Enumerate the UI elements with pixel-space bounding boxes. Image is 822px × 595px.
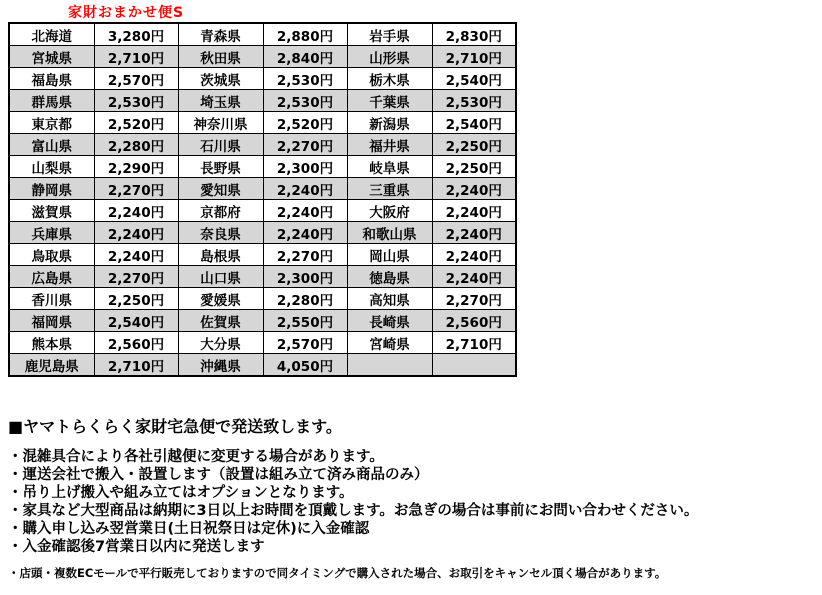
notes-bullets — [8, 448, 818, 556]
table-row — [9, 90, 516, 112]
table-row — [9, 288, 516, 310]
prefecture-cell: 高知県 — [347, 288, 432, 310]
table-row — [9, 310, 516, 332]
prefecture-cell: 長野県 — [178, 156, 263, 178]
prefecture-cell: 島根県 — [178, 244, 263, 266]
prefecture-cell: 岡山県 — [347, 244, 432, 266]
price-cell: 2,240円 — [94, 200, 178, 222]
prefecture-cell: 山形県 — [347, 46, 432, 68]
price-cell: 2,240円 — [432, 244, 516, 266]
table-row — [9, 266, 516, 288]
notes-section — [8, 414, 818, 581]
notes-heading: ■ヤマトらくらく家財宅急便で発送致します。 — [8, 417, 342, 436]
price-cell — [432, 354, 516, 377]
price-cell: 2,240円 — [263, 222, 347, 244]
note-bullet: ・吊り上げ搬入や組み立てはオプションとなります。 — [8, 485, 354, 501]
prefecture-cell: 宮崎県 — [347, 332, 432, 354]
prefecture-cell: 奈良県 — [178, 222, 263, 244]
prefecture-cell: 群馬県 — [9, 90, 94, 112]
prefecture-cell: 愛知県 — [178, 178, 263, 200]
price-cell: 2,240円 — [263, 178, 347, 200]
prefecture-cell: 茨城県 — [178, 68, 263, 90]
note-bullet: ・運送会社で搬入・設置します（設置は組み立て済み商品のみ） — [8, 467, 429, 483]
price-cell: 2,280円 — [263, 288, 347, 310]
price-cell: 2,570円 — [94, 68, 178, 90]
prefecture-cell: 青森県 — [178, 23, 263, 46]
note-bullet: ・混雑具合により各社引越便に変更する場合があります。 — [8, 449, 384, 465]
price-cell: 2,520円 — [263, 112, 347, 134]
price-cell: 2,520円 — [94, 112, 178, 134]
price-cell: 2,530円 — [263, 90, 347, 112]
price-cell: 2,240円 — [432, 200, 516, 222]
price-cell: 2,240円 — [94, 244, 178, 266]
prefecture-cell: 長崎県 — [347, 310, 432, 332]
prefecture-cell: 大阪府 — [347, 200, 432, 222]
price-cell: 2,560円 — [94, 332, 178, 354]
prefecture-cell: 埼玉県 — [178, 90, 263, 112]
prefecture-cell: 大分県 — [178, 332, 263, 354]
price-cell: 2,540円 — [432, 68, 516, 90]
prefecture-cell: 香川県 — [9, 288, 94, 310]
price-cell: 2,540円 — [432, 112, 516, 134]
price-cell: 2,840円 — [263, 46, 347, 68]
price-cell: 2,550円 — [263, 310, 347, 332]
prefecture-cell: 佐賀県 — [178, 310, 263, 332]
price-cell: 2,270円 — [94, 178, 178, 200]
price-cell: 2,710円 — [94, 46, 178, 68]
price-cell: 3,280円 — [94, 23, 178, 46]
price-cell: 2,710円 — [432, 46, 516, 68]
table-row — [9, 68, 516, 90]
prefecture-cell: 和歌山県 — [347, 222, 432, 244]
price-cell: 2,300円 — [263, 156, 347, 178]
price-cell: 2,270円 — [263, 244, 347, 266]
small-note: ・店頭・複数ECモールで平行販売しておりますので同タイミングで購入された場合、お取引をキャンセル頂く場合があります。 — [8, 566, 667, 580]
prefecture-cell: 秋田県 — [178, 46, 263, 68]
price-cell: 2,270円 — [263, 134, 347, 156]
table-row — [9, 354, 516, 377]
prefecture-cell: 石川県 — [178, 134, 263, 156]
price-cell: 2,250円 — [432, 156, 516, 178]
table-row — [9, 23, 516, 46]
prefecture-cell: 岐阜県 — [347, 156, 432, 178]
table-row — [9, 244, 516, 266]
price-cell: 2,240円 — [94, 222, 178, 244]
shipping-price-table — [8, 22, 517, 377]
prefecture-cell: 京都府 — [178, 200, 263, 222]
prefecture-cell: 富山県 — [9, 134, 94, 156]
prefecture-cell: 福岡県 — [9, 310, 94, 332]
prefecture-cell: 神奈川県 — [178, 112, 263, 134]
prefecture-cell: 山梨県 — [9, 156, 94, 178]
table-row — [9, 222, 516, 244]
prefecture-cell: 鳥取県 — [9, 244, 94, 266]
prefecture-cell: 宮城県 — [9, 46, 94, 68]
prefecture-cell: 岩手県 — [347, 23, 432, 46]
prefecture-cell: 北海道 — [9, 23, 94, 46]
price-cell: 2,240円 — [432, 222, 516, 244]
prefecture-cell: 徳島県 — [347, 266, 432, 288]
table-row — [9, 332, 516, 354]
price-cell: 2,880円 — [263, 23, 347, 46]
note-bullet: ・入金確認後7営業日以内に発送します — [8, 539, 265, 555]
prefecture-cell: 熊本県 — [9, 332, 94, 354]
price-cell: 4,050円 — [263, 354, 347, 377]
prefecture-cell: 千葉県 — [347, 90, 432, 112]
prefecture-cell: 兵庫県 — [9, 222, 94, 244]
price-cell: 2,240円 — [432, 178, 516, 200]
prefecture-cell: 滋賀県 — [9, 200, 94, 222]
prefecture-cell: 愛媛県 — [178, 288, 263, 310]
table-row — [9, 200, 516, 222]
price-cell: 2,240円 — [432, 266, 516, 288]
price-cell: 2,250円 — [94, 288, 178, 310]
price-cell: 2,300円 — [263, 266, 347, 288]
price-cell: 2,270円 — [94, 266, 178, 288]
price-cell: 2,710円 — [94, 354, 178, 377]
table-row — [9, 178, 516, 200]
note-bullet: ・購入申し込み翌営業日(土日祝祭日は定休)に入金確認 — [8, 521, 370, 537]
price-cell: 2,710円 — [432, 332, 516, 354]
table-row — [9, 134, 516, 156]
price-cell: 2,530円 — [263, 68, 347, 90]
price-cell: 2,560円 — [432, 310, 516, 332]
price-cell: 2,240円 — [263, 200, 347, 222]
price-cell: 2,830円 — [432, 23, 516, 46]
prefecture-cell: 東京都 — [9, 112, 94, 134]
prefecture-cell — [347, 354, 432, 377]
table-row — [9, 156, 516, 178]
prefecture-cell: 新潟県 — [347, 112, 432, 134]
table-row — [9, 112, 516, 134]
prefecture-cell: 静岡県 — [9, 178, 94, 200]
prefecture-cell: 広島県 — [9, 266, 94, 288]
prefecture-cell: 山口県 — [178, 266, 263, 288]
note-bullet: ・家具など大型商品は納期に3日以上お時間を頂戴します。お急ぎの場合は事前にお問い合わせください。 — [8, 503, 699, 519]
price-cell: 2,280円 — [94, 134, 178, 156]
price-cell: 2,530円 — [432, 90, 516, 112]
prefecture-cell: 三重県 — [347, 178, 432, 200]
table-row — [9, 46, 516, 68]
prefecture-cell: 鹿児島県 — [9, 354, 94, 377]
price-cell: 2,290円 — [94, 156, 178, 178]
prefecture-cell: 福島県 — [9, 68, 94, 90]
prefecture-cell: 福井県 — [347, 134, 432, 156]
table-title: 家財おまかせ便S — [68, 5, 185, 21]
prefecture-cell: 沖縄県 — [178, 354, 263, 377]
price-cell: 2,540円 — [94, 310, 178, 332]
price-cell: 2,270円 — [432, 288, 516, 310]
prefecture-cell: 栃木県 — [347, 68, 432, 90]
price-cell: 2,570円 — [263, 332, 347, 354]
price-cell: 2,530円 — [94, 90, 178, 112]
price-cell: 2,250円 — [432, 134, 516, 156]
